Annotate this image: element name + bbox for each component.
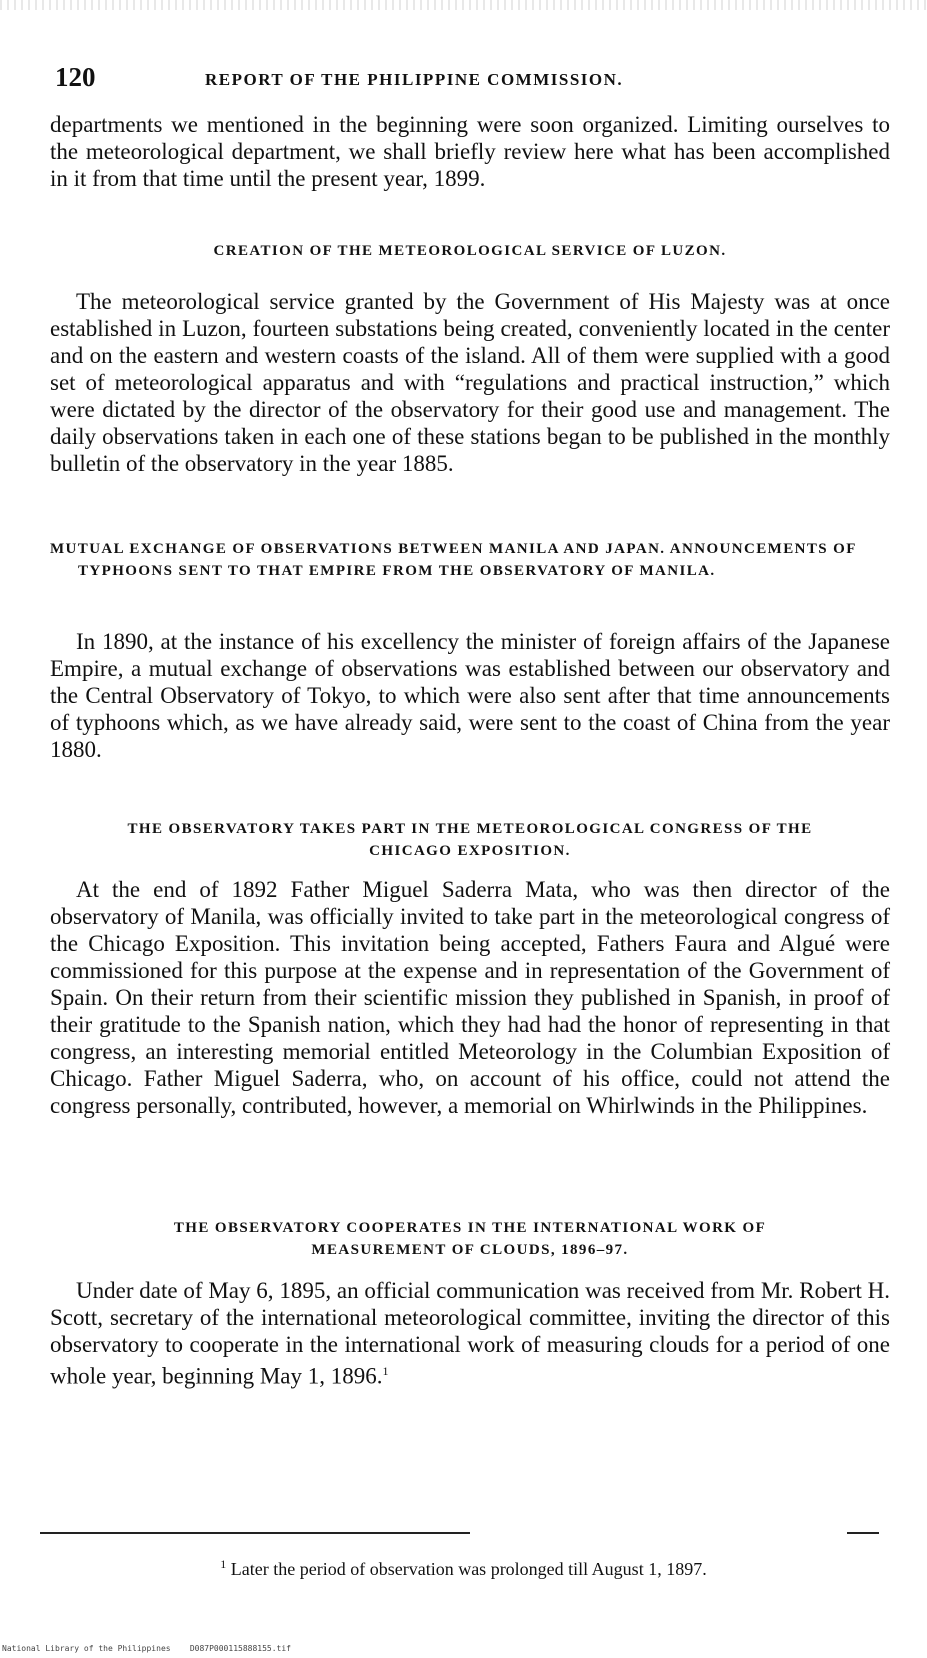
paragraph-creation: The meteorological service granted by the Government of His Majesty was at once established in Luzon, fourteen substations being created, conveniently located in the center and on the eastern and western coasts of the island. All of them were supplied with a good set of meteorological apparatus and with “regulations and practical instruction,” which were dictated by the director of the observatory for their good use and management. The daily observations taken in each one of these stations began to be published in the monthly bulletin of the observatory in the year 1885. — [50, 289, 890, 476]
section-heading-creation: CREATION OF THE METEOROLOGICAL SERVICE OF LUZON. — [213, 243, 727, 259]
running-title: REPORT OF THE PHILIPPINE COMMISSION. — [205, 70, 624, 89]
paragraph-clouds-text: Under date of May 6, 1895, an official communication was received from Mr. Robert H. Scott, secretary of the international meteorological committee, inviting the director of this observatory to cooperate in the international work of measuring clouds for a period of one whole year, beginning May 1, 1896. — [50, 1278, 890, 1389]
scan-noise — [0, 0, 927, 10]
section-heading-exchange: MUTUAL EXCHANGE OF OBSERVATIONS BETWEEN MANILA AND JAPAN. ANNOUNCEMENTS OF TYPHOONS SENT TO THAT EMPIRE FROM THE OBSERVATORY OF MANILA. — [50, 541, 857, 579]
intro-paragraph: departments we mentioned in the beginning were soon organized. Limiting ourselves to the meteorological department, we shall briefly review here what has been accomplished in it from that time until the present year, 1899. — [50, 112, 890, 191]
footnote — [0, 1553, 927, 1580]
section-heading-chicago: THE OBSERVATORY TAKES PART IN THE METEOROLOGICAL CONGRESS OF THE CHICAGO EXPOSITION. — [127, 821, 813, 859]
paragraph-exchange: In 1890, at the instance of his excellency the minister of foreign affairs of the Japanese Empire, a mutual exchange of observations was established between our observatory and the Central Observatory of Tokyo, to which were also sent after that time announcements of typhoons which, as we have already said, were sent to the coast of China from the year 1880. — [50, 629, 890, 762]
footnote-marker: 1 — [220, 1557, 227, 1571]
page-header — [55, 62, 885, 92]
page-number: 120 — [55, 62, 96, 92]
paragraph-chicago: At the end of 1892 Father Miguel Saderra Mata, who was then director of the observatory of Manila, was officially invited to take part in the meteorological congress of the Chicago Exposition. This invitation being accepted, Fathers Faura and Algué were commissioned for this purpose at the expense and in representation of the Government of Spain. On their return from their scientific mission they published in Spanish, in proof of their gratitude to the Spanish nation, which they had had the honor of representing in that congress, an interesting memorial entitled Meteorology in the Columbian Exposition of Chicago. Father Miguel Saderra, who, on account of his office, could not attend the congress personally, contributed, however, a memorial on Whirlwinds in the Philippines. — [50, 877, 890, 1118]
paragraph-clouds — [50, 1277, 890, 1390]
footnote-divider-right — [847, 1532, 879, 1534]
section-heading-clouds: THE OBSERVATORY COOPERATES IN THE INTERNATIONAL WORK OF MEASUREMENT OF CLOUDS, 1896–97. — [173, 1220, 767, 1258]
scan-credit: National Library of the Philippines D087P000115888155.tif — [2, 1644, 291, 1653]
footnote-text: Later the period of observation was prolonged till August 1, 1897. — [230, 1559, 707, 1579]
footnote-ref: 1 — [382, 1364, 389, 1378]
footnote-divider — [40, 1532, 470, 1534]
